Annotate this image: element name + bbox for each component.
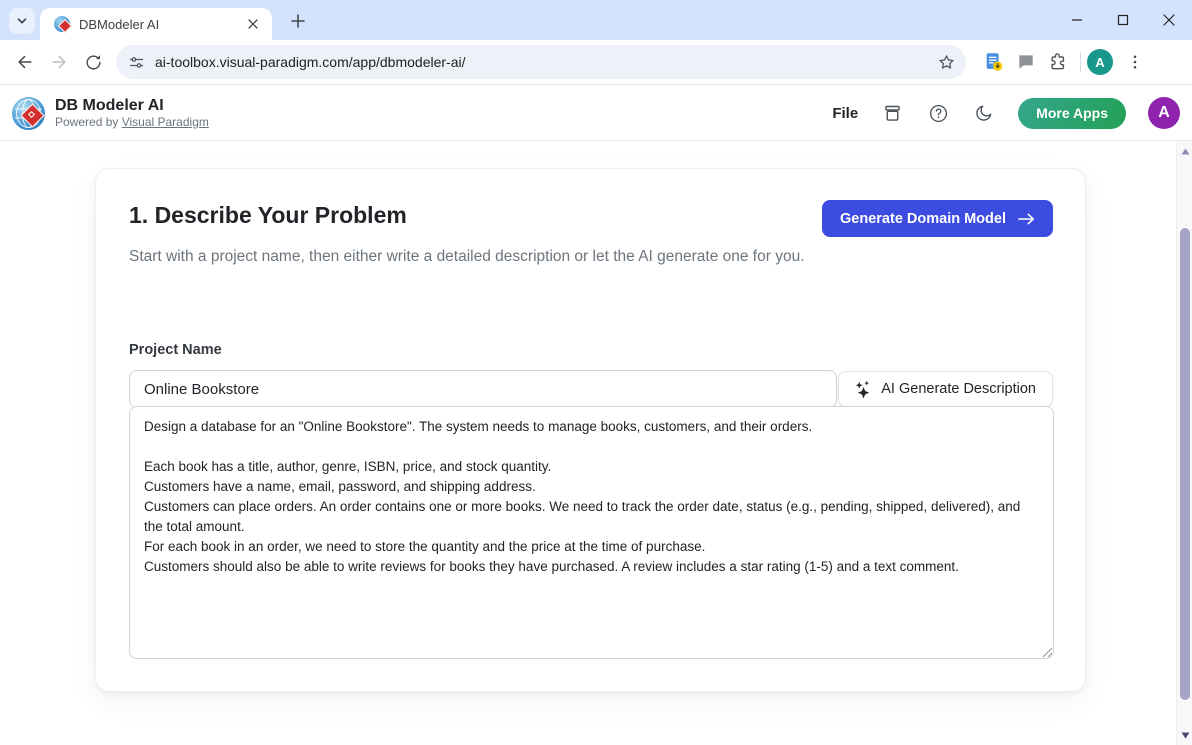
visual-paradigm-link[interactable]: Visual Paradigm [121,114,209,129]
moon-icon [974,103,994,123]
doc-download-icon [983,51,1005,73]
help-button[interactable] [926,101,950,125]
arrow-right-icon [1018,212,1035,226]
generate-domain-model-button[interactable] [822,200,1053,237]
tab-search-button[interactable] [9,8,35,34]
scrollbar-down-button[interactable] [1177,727,1192,743]
generate-domain-model-label: Generate Domain Model [840,210,1006,227]
reload-icon [84,53,103,72]
page-content [0,141,1192,745]
browser-tab[interactable] [40,8,272,40]
scroll-up-icon [1181,148,1190,155]
section-heading: 1. Describe Your Problem [129,202,407,228]
maximize-icon [1117,14,1129,26]
browser-titlebar [0,0,1192,40]
minimize-icon [1071,14,1083,26]
project-name-input[interactable] [129,370,837,408]
plus-icon [291,14,305,28]
app-header [0,86,1192,141]
file-menu[interactable]: File [832,104,859,122]
scroll-down-icon [1181,732,1190,739]
back-button[interactable] [8,45,42,79]
kebab-menu-icon [1126,53,1144,71]
tab-close-icon[interactable] [244,15,262,33]
extension-doc-button[interactable] [978,46,1010,78]
puzzle-icon [1048,52,1068,72]
minimize-button[interactable] [1054,0,1100,40]
close-icon [1163,14,1175,26]
chevron-down-icon [16,15,28,27]
user-avatar[interactable]: A [1148,97,1180,129]
archive-button[interactable] [880,101,904,125]
header-actions [832,97,1180,129]
site-favicon-icon [54,16,70,32]
powered-by [55,115,209,130]
dark-mode-toggle[interactable] [972,101,996,125]
browser-menu-button[interactable] [1119,46,1151,78]
forward-arrow-icon [49,52,69,72]
browser-toolbar [0,40,1192,85]
app-title: DB Modeler AI [55,96,164,114]
project-name-label: Project Name [129,342,222,358]
page-scrollbar[interactable] [1176,141,1192,745]
browser-profile-avatar[interactable]: A [1087,49,1113,75]
describe-problem-card [95,168,1086,692]
powered-by-prefix: Powered by [55,114,122,129]
bookmark-star-icon[interactable] [937,53,956,72]
reload-button[interactable] [76,45,110,79]
comment-button[interactable] [1010,46,1042,78]
app-titles [55,97,209,130]
extensions-button[interactable] [1042,46,1074,78]
address-bar[interactable] [116,45,966,79]
ai-generate-description-button[interactable] [838,371,1053,407]
window-controls [1054,0,1192,40]
scrollbar-thumb[interactable] [1180,228,1190,700]
forward-button[interactable] [42,45,76,79]
back-arrow-icon [15,52,35,72]
visual-paradigm-logo-icon [12,97,45,130]
url-text[interactable]: ai-toolbox.visual-paradigm.com/app/dbmodeler-ai/ [155,54,466,70]
ai-generate-description-label: AI Generate Description [881,381,1036,397]
help-circle-icon [928,103,949,124]
problem-description-textarea[interactable] [129,406,1054,659]
site-info-icon[interactable] [128,54,145,71]
scrollbar-up-button[interactable] [1177,143,1192,159]
comment-bubble-icon [1016,52,1036,72]
archive-icon [882,103,903,124]
toolbar-divider [1080,52,1081,72]
sparkles-icon [855,381,872,398]
section-subtitle: Start with a project name, then either write a detailed description or let the AI generate one for you. [129,248,805,265]
more-apps-button[interactable]: More Apps [1018,98,1126,129]
close-button[interactable] [1146,0,1192,40]
new-tab-button[interactable] [284,8,312,34]
maximize-button[interactable] [1100,0,1146,40]
tab-title: DBModeler AI [79,16,160,32]
